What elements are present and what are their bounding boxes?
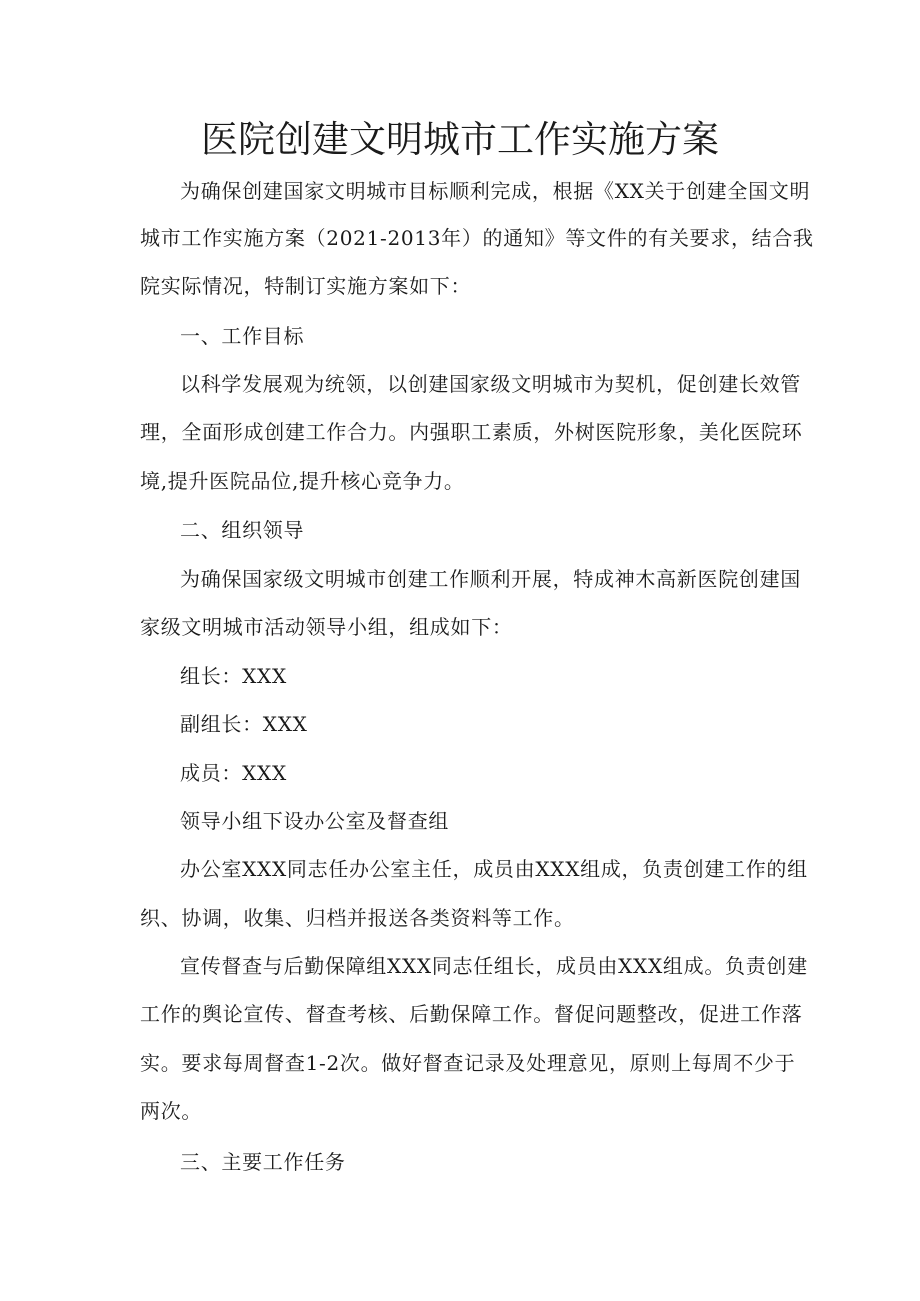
group-members: 成员：XXX — [180, 761, 287, 785]
section-heading-leadership: 二、组织领导 — [180, 518, 305, 542]
intro-line-3: 院实际情况，特制订实施方案如下： — [140, 274, 472, 298]
leadership-line-1: 为确保国家级文明城市创建工作顺利开展，特成神木高新医院创建国 — [180, 567, 801, 591]
office-line-1: 办公室XXX同志任办公室主任，成员由XXX组成，负责创建工作的组 — [180, 857, 808, 881]
office-setup: 领导小组下设办公室及督查组 — [180, 809, 450, 833]
section-heading-goals: 一、工作目标 — [180, 324, 305, 348]
inspection-line-4: 两次。 — [140, 1099, 203, 1123]
section-heading-tasks: 三、主要工作任务 — [180, 1150, 346, 1174]
group-leader: 组长：XXX — [180, 664, 287, 688]
inspection-line-1: 宣传督查与后勤保障组XXX同志任组长，成员由XXX组成。负责创建 — [180, 954, 808, 978]
inspection-line-2: 工作的舆论宣传、督查考核、后勤保障工作。督促问题整改，促进工作落 — [140, 1002, 803, 1026]
intro-line-1: 为确保创建国家文明城市目标顺利完成，根据《XX关于创建全国文明 — [180, 179, 811, 203]
inspection-line-3: 实。要求每周督查1-2次。做好督查记录及处理意见，原则上每周不少于 — [140, 1051, 796, 1075]
goals-line-1: 以科学发展观为统领，以创建国家级文明城市为契机，促创建长效管 — [180, 372, 801, 396]
intro-line-2: 城市工作实施方案（2021-2013年）的通知》等文件的有关要求，结合我 — [140, 226, 814, 250]
document-title: 医院创建文明城市工作实施方案 — [201, 118, 719, 161]
office-line-2: 织、协调，收集、归档并报送各类资料等工作。 — [140, 906, 575, 930]
goals-line-3: 境,提升医院品位,提升核心竞争力。 — [140, 469, 465, 493]
goals-line-2: 理，全面形成创建工作合力。内强职工素质，外树医院形象，美化医院环 — [140, 420, 803, 444]
leadership-line-2: 家级文明城市活动领导小组，组成如下： — [140, 615, 513, 639]
deputy-leader: 副组长：XXX — [180, 712, 308, 736]
